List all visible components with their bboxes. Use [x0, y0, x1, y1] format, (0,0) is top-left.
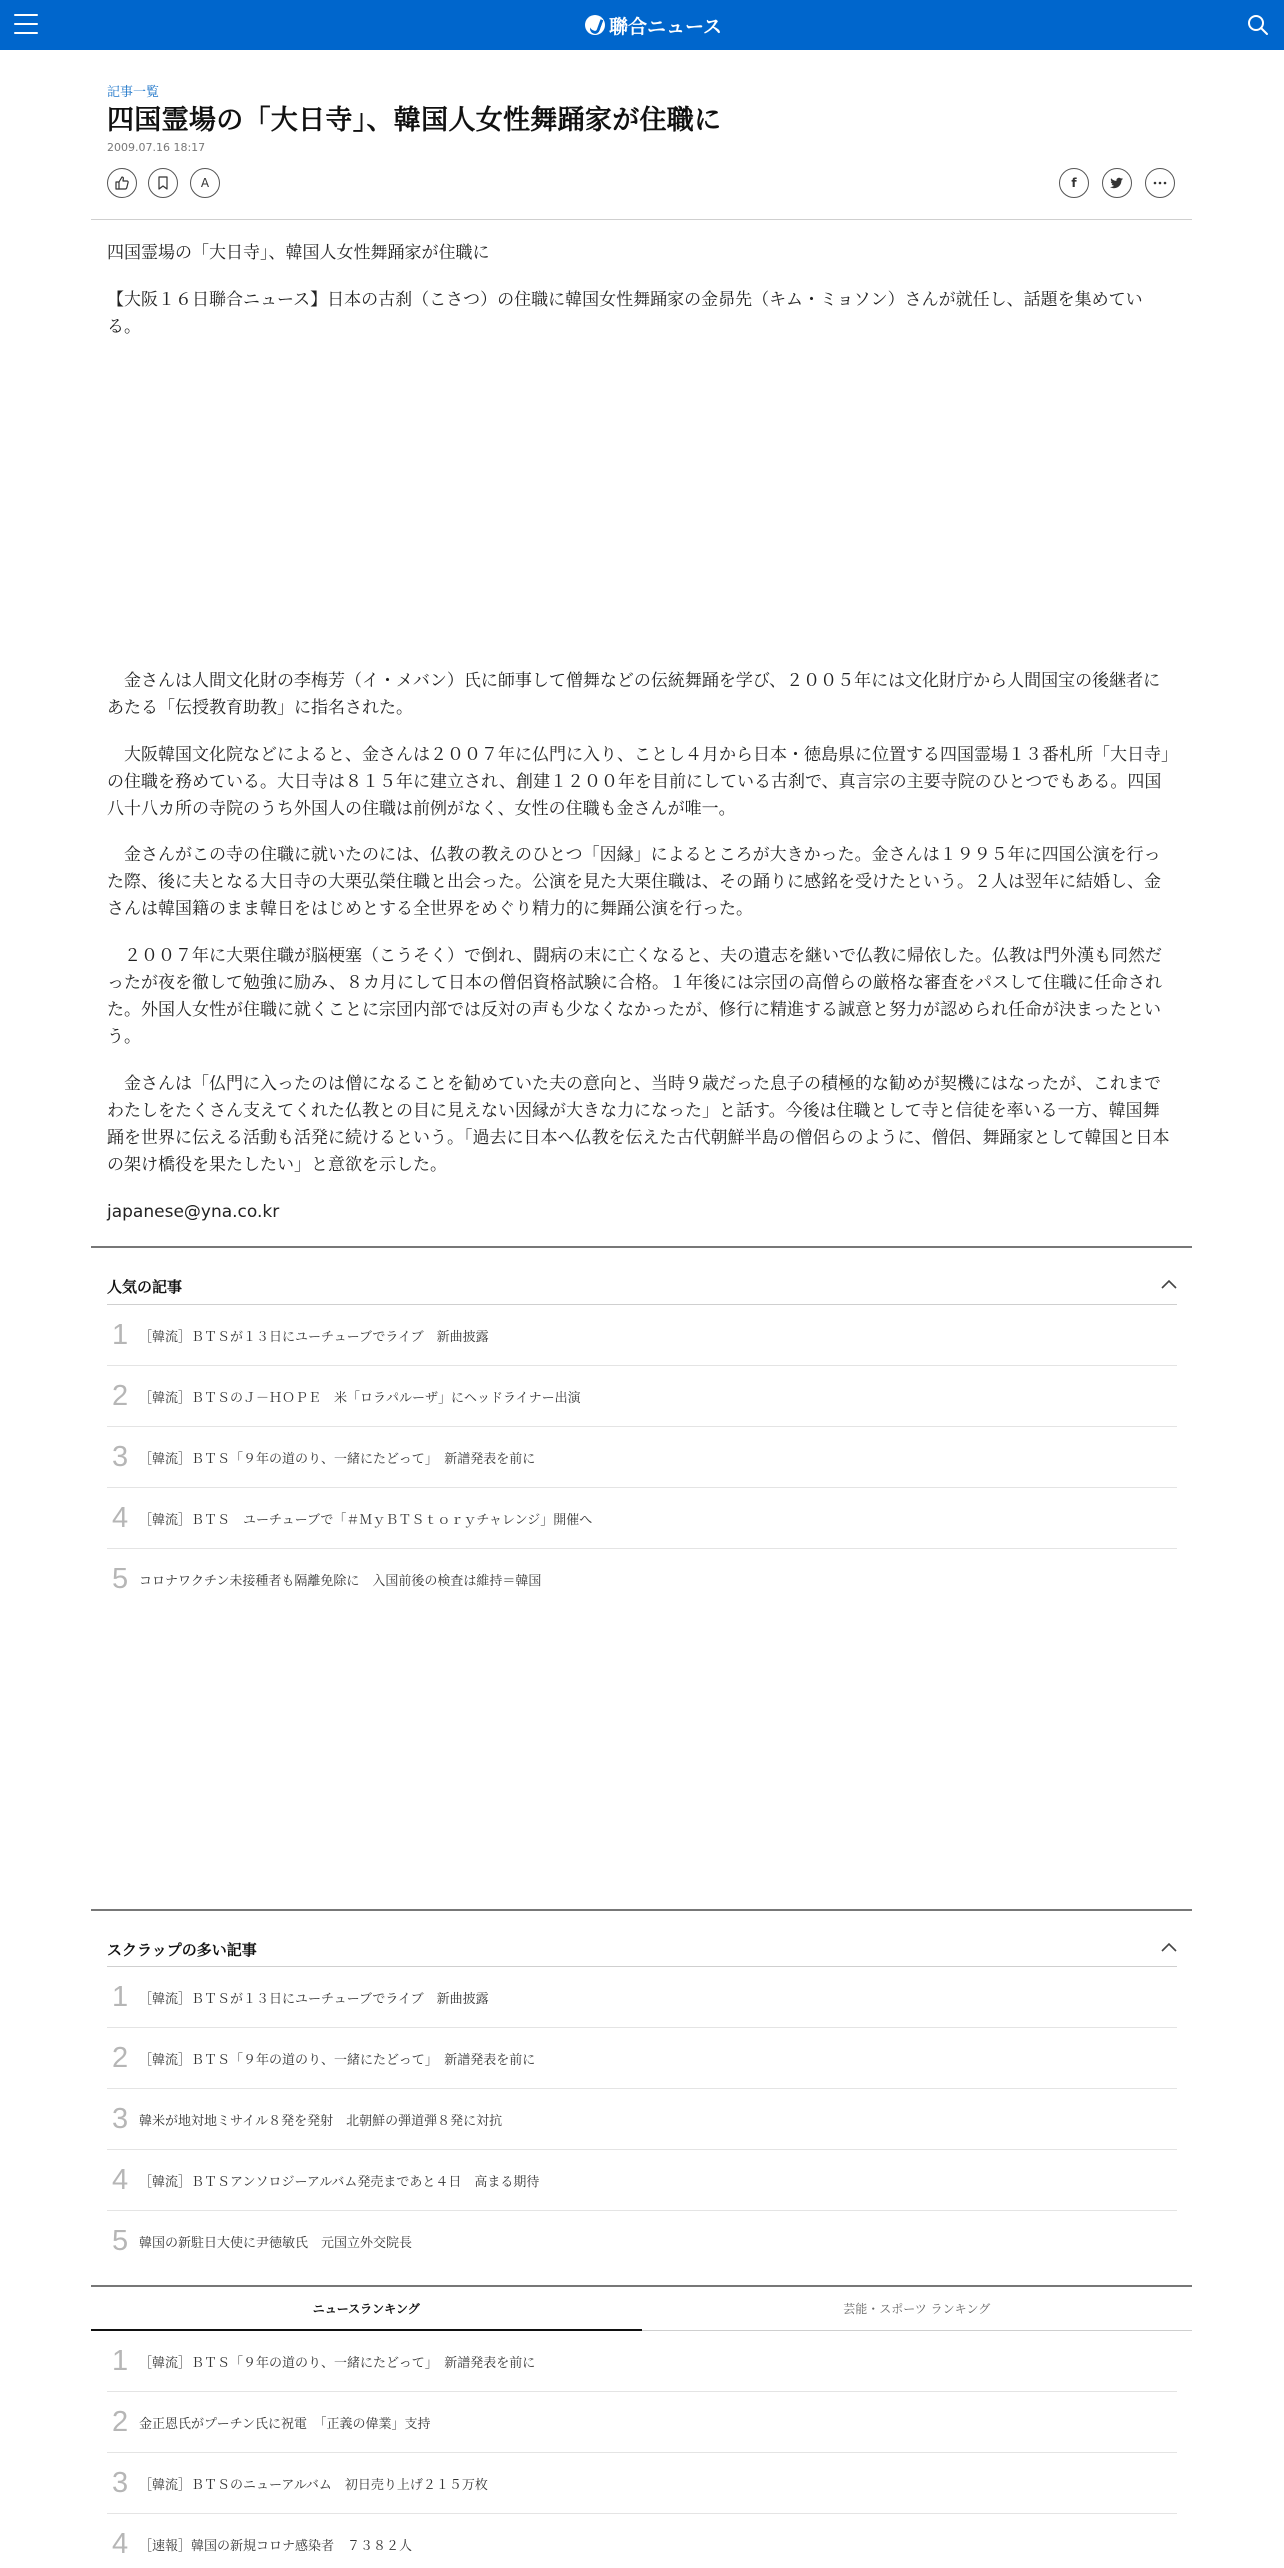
rank-number: 3 — [112, 1440, 129, 1473]
ranking-tabs — [91, 2287, 1192, 2331]
facebook-share-button[interactable] — [1059, 168, 1089, 198]
article-subtitle: 四国霊場の「大日寺」、韓国人女性舞踊家が住職に — [107, 243, 490, 263]
top-navigation-bar — [0, 0, 1284, 50]
facebook-icon: f — [1071, 176, 1077, 190]
list-item[interactable] — [107, 2211, 1177, 2272]
article-link[interactable]: ［韓流］ＢＴＳが１３日にユーチューブでライブ 新曲披露 — [139, 1991, 489, 2007]
logo-text: 聯合ニュース — [609, 15, 723, 38]
tab-news-ranking[interactable]: ニュースランキング — [91, 2287, 642, 2331]
rank-number: 4 — [112, 2163, 129, 2196]
scrapped-section-title: スクラップの多い記事 — [107, 1941, 257, 1959]
contact-email: japanese@yna.co.kr — [107, 1202, 280, 1222]
bookmark-button[interactable] — [148, 168, 178, 198]
list-item[interactable] — [107, 1366, 1177, 1427]
rank-number: 2 — [112, 2405, 129, 2438]
scrapped-list — [107, 1967, 1177, 2272]
list-item[interactable] — [107, 2392, 1177, 2453]
rank-number: 5 — [112, 1563, 129, 1595]
rank-number: 1 — [112, 2344, 129, 2377]
header-divider — [91, 219, 1192, 220]
article-link[interactable]: コロナワクチン未接種者も隔離免除に 入国前後の検査は維持＝韓国 — [139, 1574, 542, 1589]
font-size-label: A — [200, 176, 210, 190]
rank-number: 1 — [112, 1318, 129, 1351]
article-link[interactable]: ［韓流］ＢＴＳが１３日にユーチューブでライブ 新曲披露 — [139, 1329, 489, 1345]
article-link[interactable]: ［韓流］ＢＴＳ ユーチューブで「＃ＭｙＢＴＳｔｏｒｙチャレンジ」開催へ — [139, 1512, 593, 1528]
hamburger-menu-icon[interactable] — [14, 14, 38, 36]
article-link[interactable]: 韓米が地対地ミサイル８発を発射 北朝鮮の弾道弾８発に対抗 — [139, 2113, 503, 2129]
rank-number: 4 — [112, 1501, 129, 1534]
article-paragraph: 金さんがこの寺の住職に就いたのには、仏教の教えのひとつ「因縁」によるところが大きかった。金さんは１９９５年に四国公演を行った際、後に夫となる大日寺の大栗弘榮住職と出会った。公演を見た大栗住職は、その踊りに感銘を受けたという。２人は翌年に結婚し、金さんは韓国籍のまま韓日をはじめとする全世界をめぐり精力的に舞踊公演を行った。 — [107, 845, 1161, 919]
list-item[interactable] — [107, 2331, 1177, 2392]
list-item[interactable] — [107, 2150, 1177, 2211]
chevron-up-icon[interactable] — [1160, 1941, 1178, 1953]
twitter-share-button[interactable] — [1102, 168, 1132, 198]
list-item[interactable] — [107, 2453, 1177, 2514]
article-link[interactable]: ［韓流］ＢＴＳのＪ－ＨＯＰＥ 米「ロラパルーザ」にヘッドライナー出演 — [139, 1390, 581, 1406]
section-divider — [91, 1246, 1192, 1248]
article-title: 四国霊場の「大日寺」、韓国人女性舞踊家が住職に — [107, 105, 722, 136]
rank-number: 3 — [112, 2102, 129, 2135]
thumbs-up-icon — [114, 175, 130, 191]
list-item[interactable] — [107, 1305, 1177, 1366]
rank-number: 4 — [112, 2528, 129, 2560]
more-options-button[interactable] — [1145, 168, 1175, 198]
search-icon[interactable] — [1246, 13, 1270, 37]
yonhap-logo-icon — [585, 15, 605, 35]
site-logo[interactable] — [585, 12, 722, 38]
rank-number: 3 — [112, 2466, 129, 2499]
article-link[interactable]: 金正恩氏がプーチン氏に祝電 「正義の偉業」支持 — [139, 2416, 431, 2432]
chevron-up-icon[interactable] — [1160, 1278, 1178, 1290]
popular-section-title: 人気の記事 — [107, 1278, 183, 1296]
list-item[interactable] — [107, 1967, 1177, 2028]
article-paragraph: 金さんは人間文化財の李梅芳（イ・メバン）氏に師事して僧舞などの伝統舞踊を学び、２００５年には文化財庁から人間国宝の後継者にあたる「伝授教育助教」に指名された。 — [107, 671, 1161, 718]
list-item[interactable] — [107, 2089, 1177, 2150]
rank-number: 2 — [112, 2041, 129, 2074]
list-item[interactable] — [107, 1549, 1177, 1610]
more-dots-icon — [1153, 181, 1167, 185]
article-paragraph: ２００７年に大栗住職が脳梗塞（こうそく）で倒れ、闘病の末に亡くなると、夫の遺志を継いで仏教に帰依した。仏教は門外漢も同然だったが夜を徹して勉強に励み、８カ月にして日本の僧侶資格試験に合格。１年後には宗団の高僧らの厳格な審査をパスして住職に任命された。外国人女性が住職に就くことに宗団内部では反対の声も少なくなかったが、修行に精進する誠意と努力が認められ任命が決まったという。 — [107, 946, 1163, 1047]
ad-placeholder — [107, 360, 1171, 660]
article-date: 2009.07.16 18:17 — [107, 141, 206, 154]
article-paragraph: 金さんは「仏門に入ったのは僧になることを勧めていた夫の意向と、当時９歳だった息子の積極的な勧めが契機にはなったが、これまでわたしをたくさん支えてくれた仏教との目に見えない因縁が大きな力になった」と話す。今後は住職として寺と信徒を率いる一方、韓国舞踊を世界に伝える活動も活発に続けるという。「過去に日本へ仏教を伝えた古代朝鮮半島の僧侶らのように、僧侶、舞踊家として韓国と日本の架け橋役を果たしたい」と意欲を示した。 — [107, 1074, 1170, 1175]
list-item[interactable] — [107, 2028, 1177, 2089]
breadcrumb-article-list[interactable]: 記事一覧 — [107, 85, 160, 100]
rank-number: 5 — [112, 2225, 129, 2257]
article-link[interactable]: ［韓流］ＢＴＳのニューアルバム 初日売り上げ２１５万枚 — [139, 2477, 488, 2493]
article-lead-paragraph: 【大阪１６日聯合ニュース】日本の古刹（こさつ）の住職に韓国女性舞踊家の金昴先（キム・ミョソン）さんが就任し、話題を集めている。 — [107, 290, 1143, 337]
twitter-icon — [1110, 177, 1124, 189]
article-link[interactable]: ［韓流］ＢＴＳ「９年の道のり、一緒にたどって」 新譜発表を前に — [139, 2355, 536, 2371]
article-link[interactable]: ［速報］韓国の新規コロナ感染者 ７３８２人 — [139, 2539, 413, 2554]
article-link[interactable]: ［韓流］ＢＴＳアンソロジーアルバム発売まであと４日 高まる期待 — [139, 2174, 540, 2190]
list-item[interactable] — [107, 2514, 1177, 2568]
article-link[interactable]: ［韓流］ＢＴＳ「９年の道のり、一緒にたどって」 新譜発表を前に — [139, 1451, 536, 1467]
rank-number: 1 — [112, 1980, 129, 2013]
article-link[interactable]: ［韓流］ＢＴＳ「９年の道のり、一緒にたどって」 新譜発表を前に — [139, 2052, 536, 2068]
bookmark-icon — [156, 175, 170, 191]
article-paragraph: 大阪韓国文化院などによると、金さんは２００７年に仏門に入り、ことし４月から日本・徳島県に位置する四国霊場１３番札所「大日寺」の住職を務めている。大日寺は８１５年に建立され、創建１２００年を目前にしている古刹で、真言宗の主要寺院のひとつでもある。四国八十八カ所の寺院のうち外国人の住職は前例がなく、女性の住職も金さんが唯一。 — [107, 745, 1170, 819]
tab-entertainment-sports-ranking[interactable]: 芸能・スポーツ ランキング — [642, 2287, 1193, 2331]
article-link[interactable]: 韓国の新駐日大使に尹徳敏氏 元国立外交院長 — [139, 2236, 413, 2251]
section-divider — [91, 1909, 1192, 1911]
news-ranking-list — [107, 2331, 1177, 2568]
font-size-button[interactable] — [190, 168, 220, 198]
like-button[interactable] — [107, 168, 137, 198]
list-item[interactable] — [107, 1427, 1177, 1488]
rank-number: 2 — [112, 1379, 129, 1412]
popular-list — [107, 1305, 1177, 1610]
list-item[interactable] — [107, 1488, 1177, 1549]
